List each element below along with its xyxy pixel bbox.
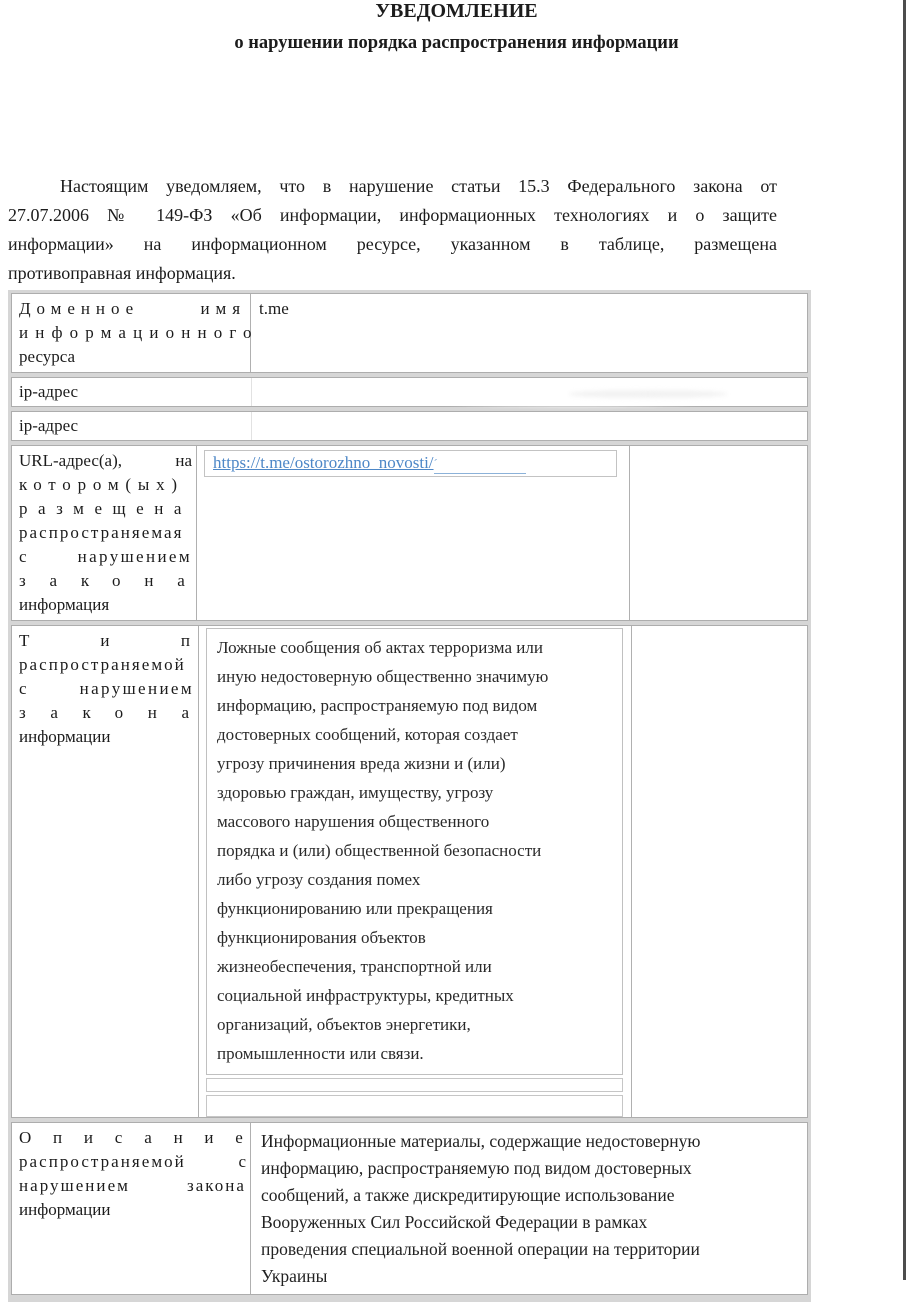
intro-line: противоправная информация. [8,263,236,283]
type-label-word: нарушением [79,679,194,698]
empty-nested-cell [206,1078,623,1092]
type-text-line: функционированию или прекращения [217,899,493,918]
type-text-line: социальной инфраструктуры, кредитных [217,986,514,1005]
type-text-line: достоверных сообщений, которая создает [217,725,518,744]
type-text-line: порядка и (или) общественной безопасности [217,841,542,860]
type-empty-cell [632,626,807,1117]
redaction-smudge [308,425,738,437]
domain-label-word: информационного [19,323,259,342]
type-label-word: с [19,679,27,698]
description-label-word: закона [186,1176,246,1195]
url-label-word: информация [19,595,110,614]
table-row-domain [11,293,808,373]
url-label-word: размещена [19,499,192,518]
url-redacted-underline: ˊ [434,459,526,474]
url-link[interactable]: https://t.me/ostorozhno_novosti/ [213,453,434,472]
page-edge-line [903,0,906,1280]
description-line: информацию, распространяемую под видом достоверных [261,1158,692,1178]
type-text-box [206,628,623,1075]
description-label-word: нарушением [19,1176,130,1195]
description-label-cell [12,1123,265,1294]
description-label-word: Описание [19,1128,265,1147]
type-value-cell [199,626,632,1117]
description-line: Украины [261,1266,328,1286]
empty-nested-cell [206,1095,623,1117]
domain-value: t.me [259,299,289,318]
type-label-word: информации [19,727,111,746]
type-label-word: закона [19,703,214,722]
url-label-cell [12,446,209,620]
type-text-line: здоровью граждан, имуществу, угрозу [217,783,494,802]
type-text-line: Ложные сообщения об актах терроризма или [217,638,543,657]
description-label-word: информации [19,1200,111,1219]
url-label-word: котором(ых) [19,475,184,494]
description-line: Вооруженных Сил Российской Федерации в рамках [261,1212,648,1232]
description-line: проведения специальной военной операции на территории [261,1239,700,1259]
domain-label-word: имя [200,299,246,318]
description-line: сообщений, а также дискредитирующие использование [261,1185,675,1205]
url-label-word: с [19,547,27,566]
type-text-line: угрозу причинения вреда жизни и (или) [217,754,506,773]
type-text-line: информацию, распространяемую под видом [217,696,538,715]
url-label-word: URL-адрес(а), [19,451,122,470]
url-label-word: на [175,451,192,470]
url-label-word: распространяемая [19,523,184,542]
description-label-word: распространяемой [19,1152,186,1171]
url-label-word: нарушением [77,547,192,566]
ip-label: ip-адрес [12,412,252,440]
type-text-line: промышленности или связи. [217,1044,424,1063]
intro-line: 27.07.2006 № 149-ФЗ «Об информации, информационных технологиях и о защите [8,205,777,225]
table-row-url [11,445,808,621]
url-empty-cell [630,446,807,620]
table-row-type [11,625,808,1118]
domain-label-word: ресурса [19,347,76,366]
description-value-cell [251,1123,807,1294]
description-line: Информационные материалы, содержащие недостоверную [261,1131,701,1151]
url-label-word: закона [19,571,209,590]
intro-line: Настоящим уведомляем, что в нарушение статьи 15.3 Федерального закона от [60,176,777,196]
type-text-line: либо угрозу создания помех [217,870,421,889]
ip-label: ip-адрес [12,378,252,406]
domain-label-cell [12,294,259,372]
intro-line: информации» на информационном ресурсе, указанном в таблице, размещена [8,234,777,254]
type-label-cell [12,626,262,1117]
type-text-line: иную недостоверную общественно значимую [217,667,549,686]
table-row-description [11,1122,808,1295]
description-label-word: с [238,1152,246,1171]
domain-label-word: Доменное [19,299,140,318]
type-text-line: жизнеобеспечения, транспортной или [217,957,492,976]
url-value-cell [197,446,630,620]
type-text-line: функционирования объектов [217,928,426,947]
page-subtitle: о нарушении порядка распространения информации [234,33,679,53]
type-label-word: Тип [19,631,262,650]
page-title: УВЕДОМЛЕНИЕ [375,0,538,22]
url-link-box [204,450,617,477]
type-label-word: распространяемой [19,655,186,674]
intro-paragraph [8,172,777,288]
redaction-smudge [568,390,728,398]
notification-table [8,290,811,1302]
type-text-line: организаций, объектов энергетики, [217,1015,471,1034]
type-text-line: массового нарушения общественного [217,812,490,831]
